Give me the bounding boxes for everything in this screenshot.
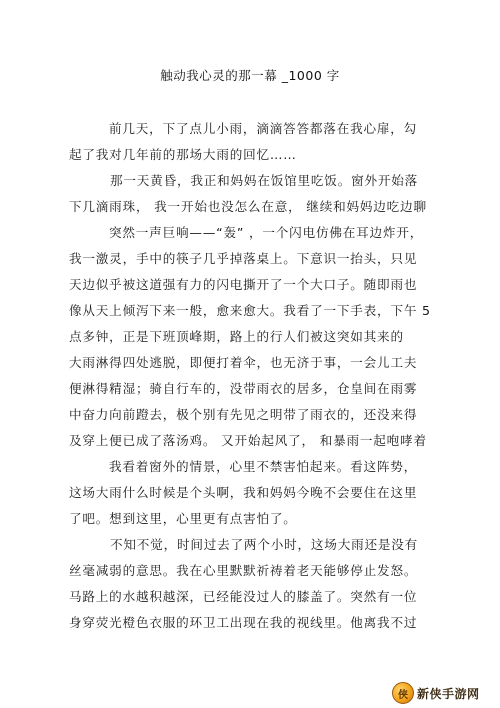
paragraph-line: 丝毫减弱的意思。我在心里默默祈祷着老天能够停止发怒。: [69, 563, 418, 578]
logo-badge-icon: [392, 682, 414, 704]
watermark-logo: [392, 680, 498, 706]
document-title: 触动我心灵的那一幕 _1000 字: [160, 68, 340, 83]
paragraph-line: 了吧。想到这里，心里更有点害怕了。: [69, 511, 297, 526]
paragraph-line: 那一天黄昏，我正和妈妈在饭馆里吃饭。窗外开始落: [110, 173, 419, 188]
paragraph-line: 中奋力向前蹬去，极个别有先见之明带了雨衣的，还没来得: [69, 407, 418, 422]
paragraph-line: 及穿上便已成了落汤鸡。 又开始起风了， 和暴雨一起咆哮着: [69, 433, 427, 448]
paragraph-line: 天边似乎被这道强有力的闪电撕开了一个大口子。随即雨也: [69, 277, 418, 292]
paragraph-line: 便淋得精湿；骑自行车的，没带雨衣的居多，仓皇间在雨雾: [69, 381, 418, 396]
paragraph-line: 我看着窗外的情景，心里不禁害怕起来。看这阵势，: [109, 459, 418, 474]
paragraph-line: 这场大雨什么时候是个头啊，我和妈妈今晚不会要住在这里: [69, 485, 418, 500]
paragraph-line: 马路上的水越积越深，已经能没过人的膝盖了。突然有一位: [69, 589, 418, 604]
logo-badge-glyph: 侠: [398, 689, 408, 701]
paragraph-line: 像从天上倾泻下来一般，愈来愈大。我看了一下手表，下午 5: [69, 303, 431, 318]
paragraph-line: 下几滴雨珠， 我一开始也没怎么在意， 继续和妈妈边吃边聊: [69, 199, 427, 214]
paragraph-line: 前几天，下了点儿小雨，滴滴答答都落在我心扉，勾: [109, 121, 418, 136]
paragraph-line: 点多钟，正是下班顶峰期，路上的行人们被这突如其来的: [69, 329, 404, 344]
paragraph-line: 起了我对几年前的那场大雨的回忆……: [69, 147, 297, 162]
paragraph-line: 突然一声巨响——“轰” ，一个闪电仿佛在耳边炸开，: [109, 225, 424, 240]
paragraph-line: 不知不觉，时间过去了两个小时，这场大雨还是没有: [110, 537, 419, 552]
paragraph-line: 我一激灵，手中的筷子几乎掉落桌上。下意识一抬头，只见: [69, 251, 418, 266]
paragraph-line: 身穿荧光橙色衣服的环卫工出现在我的视线里。他离我不过: [69, 615, 418, 630]
paragraph-line: 大雨淋得四处逃脱，即便打着伞，也无济于事，一会儿工夫: [69, 355, 418, 370]
logo-text: 新侠手游网: [417, 686, 480, 701]
